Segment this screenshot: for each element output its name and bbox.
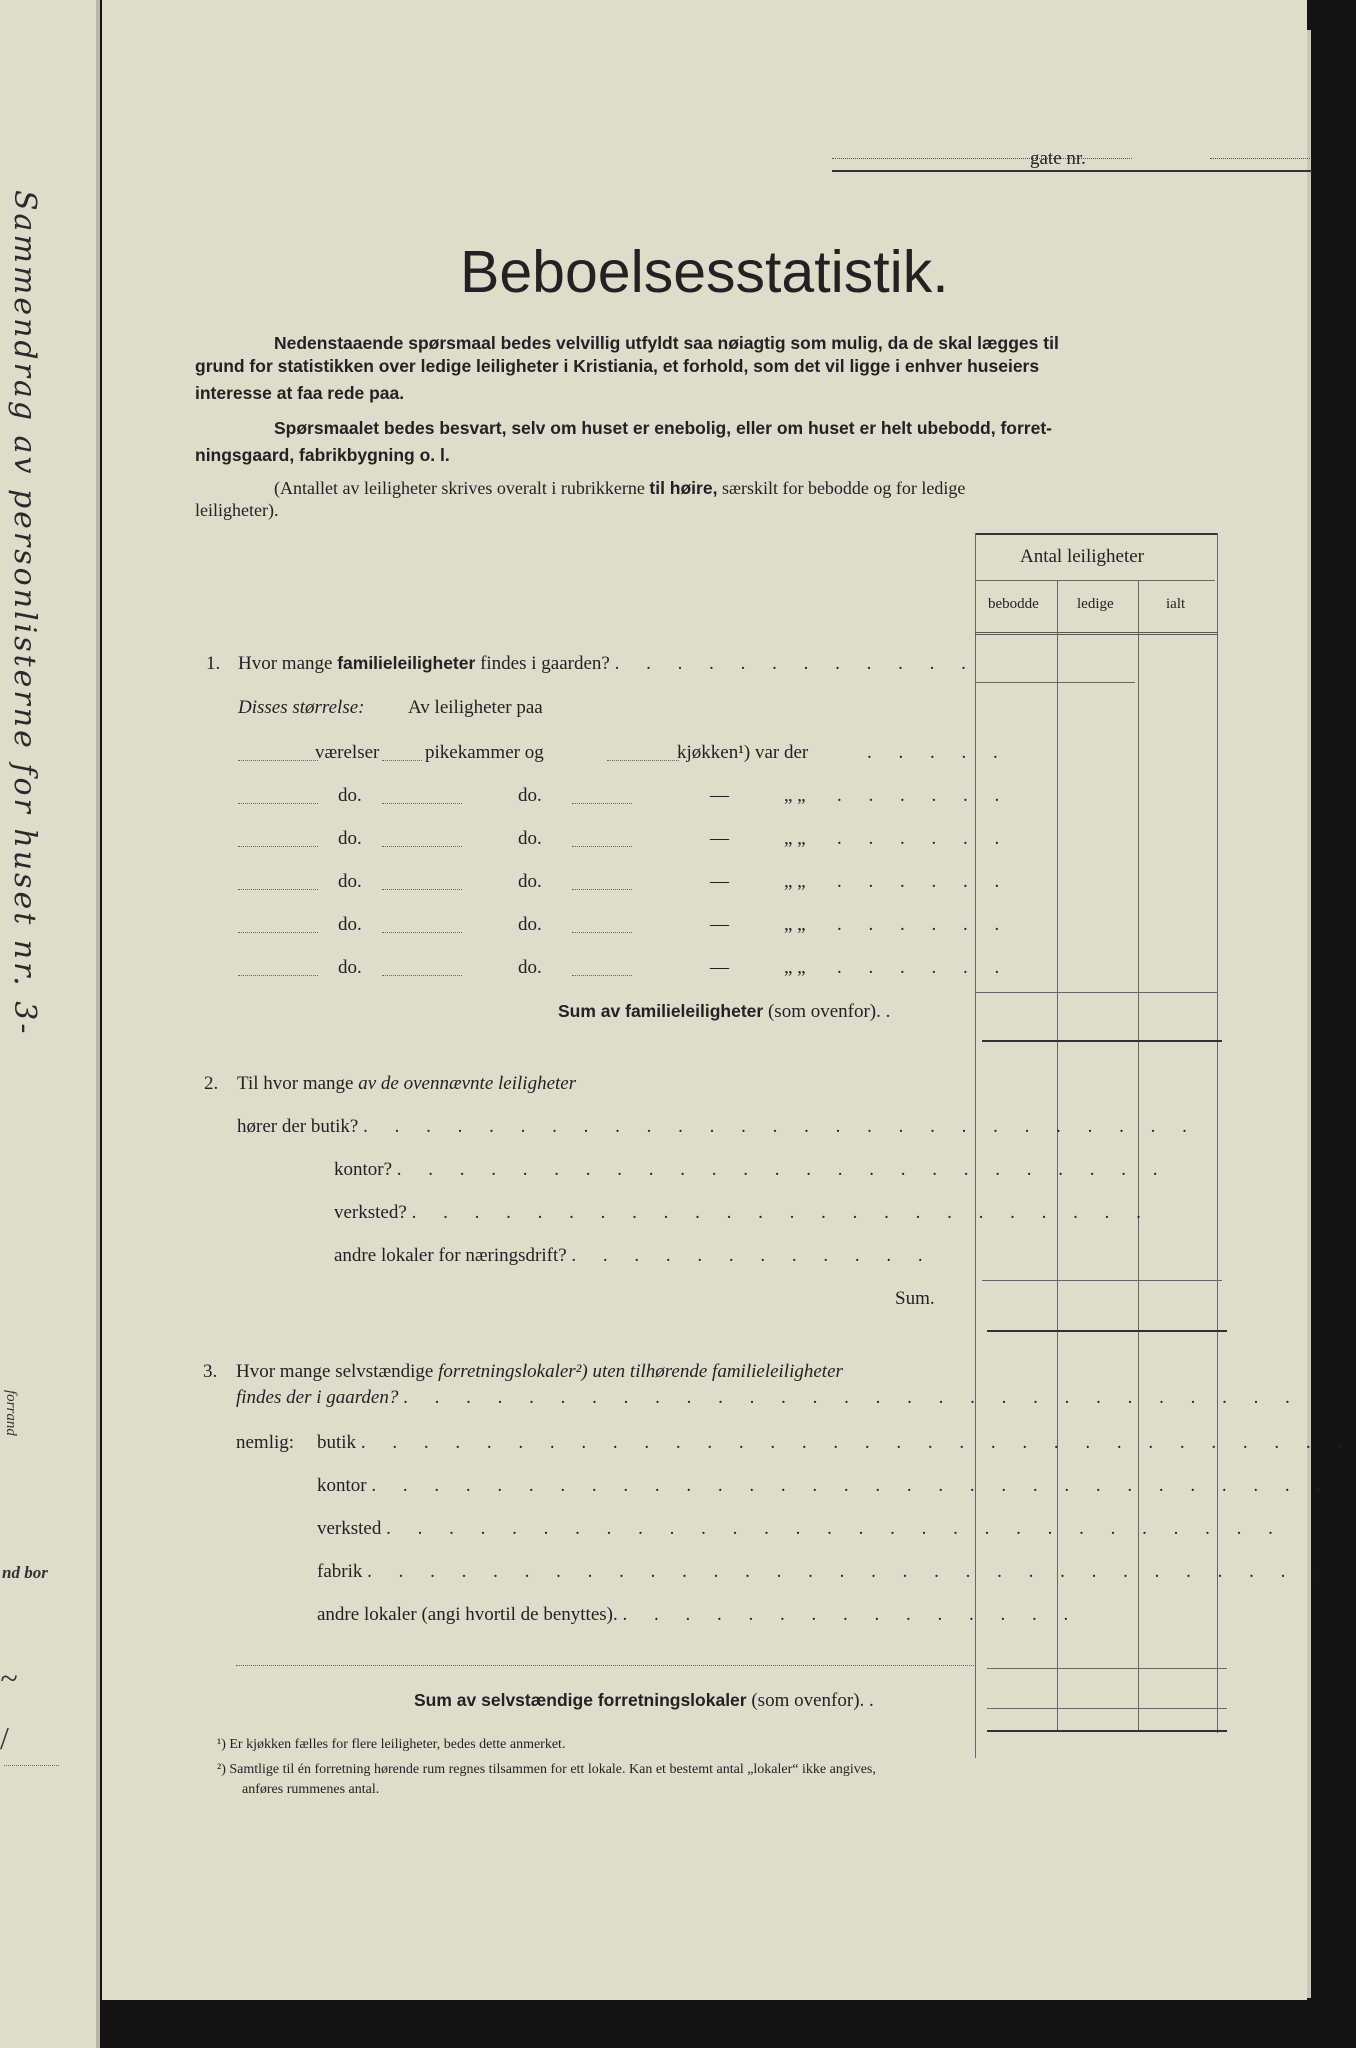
handwritten-margin-text: Sammendrag av personlisterne for huset nr. 3- [7, 190, 42, 1037]
q2-butik [237, 1116, 1198, 1138]
q1-text-b: familieleiligheter [337, 653, 476, 673]
dot-leader: . [885, 1001, 891, 1022]
intro-line-6a [274, 475, 965, 502]
col-ialt: ialt [1166, 596, 1186, 612]
do-row-1-field-c[interactable] [572, 803, 632, 804]
q3-text-b: forretningslokaler²) uten tilhørende familieleiligheter [438, 1361, 843, 1382]
q3-butik [317, 1432, 1353, 1454]
gate-nr-dotted-line [1210, 158, 1310, 159]
q2-verksted [334, 1202, 1152, 1224]
dot-leader: . . . . . . . . . . . . . . . . . . . . . . . . . . . . . . . [367, 1561, 1328, 1582]
page-gutter [96, 0, 100, 2048]
q2-number: 2. [204, 1073, 219, 1094]
do-row-1-ditto: „ „ [784, 785, 806, 806]
gate-nr-label: gate nr. [1030, 148, 1086, 169]
col-bebodde: bebodde [988, 596, 1039, 612]
col-ledige: ledige [1077, 596, 1114, 612]
q3-butik-label: butik [317, 1432, 357, 1453]
q1-number: 1. [206, 653, 221, 674]
q2-question [237, 1073, 576, 1095]
do-row-4-dash: — [710, 914, 729, 935]
previous-page-edge [0, 0, 100, 2048]
do-row-4-field-a[interactable] [238, 932, 318, 933]
do-row-3-field-a[interactable] [238, 889, 318, 890]
table-title: Antal leiligheter [1020, 546, 1144, 567]
row-rule [987, 1708, 1227, 1709]
dot-leader: . . . . . . [837, 828, 1011, 849]
sum-3-label: Sum av selvstændige forretningslokaler [414, 1690, 747, 1710]
table-top-rule [975, 533, 1217, 535]
dot-leader: . . . . . . [837, 871, 1011, 892]
q1-text-a: Hvor mange [238, 653, 333, 674]
do-row-1-do-a: do. [338, 785, 362, 806]
kjokken-field[interactable] [607, 760, 679, 761]
dot-leader: . . . . . . . . . . . . . . . [622, 1604, 1080, 1625]
do-row-3-field-c[interactable] [572, 889, 632, 890]
do-row-2-do-b: do. [518, 828, 542, 849]
handwritten-mark: ~ [0, 1660, 18, 1696]
gate-dotted-line [832, 158, 1132, 159]
q2-andre [334, 1245, 934, 1267]
dotted-rule [4, 1765, 59, 1766]
q3-kontor-label: kontor [317, 1475, 367, 1496]
dot-leader: . . . . . . [837, 914, 1011, 935]
table-bottom-rule [987, 1730, 1227, 1732]
size-text: Av leiligheter paa [408, 697, 543, 718]
sum-forretningslokaler [414, 1690, 874, 1712]
table-col-rule-2 [1138, 580, 1139, 1732]
row-rule [975, 992, 1217, 993]
do-row-4-field-c[interactable] [572, 932, 632, 933]
dot-leader: . . . . . [867, 742, 1009, 763]
q2-sum: Sum. [895, 1288, 935, 1309]
row-rule [982, 1280, 1222, 1281]
q3-kontor [317, 1475, 1332, 1497]
dot-leader: . . . . . . . . . . . . . . . . . . . . . . . . . . . . . [403, 1387, 1301, 1408]
dot-leader: . . . . . . . . . . . . . . . . . . . . . . . . . . . . . . . . [360, 1432, 1354, 1453]
q3-verksted-label: verksted [317, 1518, 382, 1539]
do-row-3-ditto: „ „ [784, 871, 806, 892]
intro-line-4: Spørsmaalet bedes besvart, selv om huset er enebolig, eller om huset er helt ubebodd, forret- [274, 418, 1052, 438]
dot-leader: . . . . . . . . . . . . . . . . . . . . . . . . [411, 1202, 1152, 1223]
q3-verksted [317, 1518, 1284, 1540]
dot-leader: . . . . . . . . . . . . [614, 653, 977, 674]
section-1-sum-rule [982, 1040, 1222, 1042]
do-row-5-ditto: „ „ [784, 957, 806, 978]
dot-leader: . [869, 1690, 874, 1711]
form-page [102, 0, 1354, 2000]
q1-question [238, 653, 977, 675]
do-row-2-field-b[interactable] [382, 846, 462, 847]
intro-line-1: Nedenstaaende spørsmaal bedes velvillig utfyldt saa nøiagtig som mulig, da de skal lægges til [274, 333, 1059, 353]
dot-leader: . . . . . . . . . . . . . . . . . . . . . . . . . [396, 1159, 1169, 1180]
intro-note-c: særskilt for bebodde og for ledige [721, 478, 966, 498]
q2-kontor [334, 1159, 1169, 1181]
q3-number: 3. [203, 1361, 218, 1382]
row-rule [975, 682, 1135, 683]
table-right-rule [1217, 533, 1218, 1733]
dot-leader: . . . . . . . . . . . . . . . . . . . . . . . . . . . . . [386, 1518, 1284, 1539]
q2-text-a: Til hvor mange [237, 1073, 354, 1094]
sum-familieleiligheter [558, 1001, 890, 1023]
table-header-rule [975, 580, 1215, 581]
do-row-5-field-b[interactable] [382, 975, 462, 976]
do-row-2-dash: — [710, 828, 729, 849]
footnote-2-line-1: ²) Samtlige til én forretning hørende rum regnes tilsammen for ett lokale. Kan et bestemt antal „lokaler“ ikke angives, [217, 1762, 876, 1777]
q3-text-a: Hvor mange selvstændige [236, 1361, 434, 1382]
gate-underline [832, 170, 1312, 172]
q3-nemlig: nemlig: [236, 1432, 295, 1453]
sum-1-label: Sum av familieleiligheter [558, 1001, 764, 1021]
dot-leader: . . . . . . . . . . . . . . . . . . . . . . . . . . . [363, 1116, 1198, 1137]
do-row-4-do-a: do. [338, 914, 362, 935]
do-row-3-do-a: do. [338, 871, 362, 892]
do-row-1-field-a[interactable] [238, 803, 318, 804]
dot-leader: . . . . . . . . . . . . . . . . . . . . . . . . . . . . . . . [371, 1475, 1333, 1496]
page-title: Beboelsesstatistik. [460, 239, 949, 305]
table-subheader-rule [975, 632, 1217, 635]
intro-line-7: leiligheter). [195, 500, 279, 520]
kjokken-label: kjøkken¹) var der [677, 742, 809, 763]
footnote-2-line-2: anføres rummenes antal. [242, 1782, 380, 1797]
q2-andre-label: andre lokaler for næringsdrift? [334, 1245, 567, 1266]
margin-label-nd-bor: nd bor [2, 1563, 48, 1582]
q2-verksted-label: verksted? [334, 1202, 407, 1223]
intro-line-3: interesse at faa rede paa. [195, 383, 405, 403]
pikekammer-field[interactable] [382, 760, 422, 761]
q2-text-b: av de ovennævnte leiligheter [358, 1073, 577, 1094]
do-row-2-field-c[interactable] [572, 846, 632, 847]
section-2-sum-rule [987, 1330, 1227, 1332]
dot-leader: . . . . . . [837, 785, 1011, 806]
sum-3-note: (som ovenfor). [751, 1690, 865, 1711]
q3-fabrik [317, 1561, 1328, 1583]
q3-andre [317, 1604, 1079, 1626]
do-row-1-field-b[interactable] [382, 803, 462, 804]
handwritten-mark: / [0, 1720, 9, 1756]
do-row-4-field-b[interactable] [382, 932, 462, 933]
do-row-4-do-b: do. [518, 914, 542, 935]
q3-question [236, 1361, 843, 1383]
do-row-3-dash: — [710, 871, 729, 892]
do-row-5-do-b: do. [518, 957, 542, 978]
row-rule [987, 1668, 1227, 1669]
vaerelser-field[interactable] [238, 760, 318, 761]
margin-label-forrand: forrand [3, 1390, 19, 1436]
q3-fabrik-label: fabrik [317, 1561, 363, 1582]
do-row-5-do-a: do. [338, 957, 362, 978]
intro-note-b: til høire, [649, 478, 718, 498]
q3-question-2 [236, 1387, 1301, 1409]
do-row-4-ditto: „ „ [784, 914, 806, 935]
dot-leader: . . . . . . . . . . . . [571, 1245, 934, 1266]
q2-butik-label: hører der butik? [237, 1116, 359, 1137]
do-row-5-dash: — [710, 957, 729, 978]
footnote-1: ¹) Er kjøkken fælles for flere leiligheter, bedes dette anmerket. [217, 1737, 566, 1752]
intro-line-2: grund for statistikken over ledige leiligheter i Kristiania, et forhold, som det vil ligge i enhver huseiers [195, 356, 1040, 376]
dot-leader: . . . . . . [837, 957, 1011, 978]
do-row-1-dash: — [710, 785, 729, 806]
do-row-2-do-a: do. [338, 828, 362, 849]
q3-text-c: findes der i gaarden? [236, 1387, 399, 1408]
q2-kontor-label: kontor? [334, 1159, 393, 1180]
do-row-5-field-c[interactable] [572, 975, 632, 976]
sum-1-note: (som ovenfor). [767, 1001, 881, 1022]
do-row-5-field-a[interactable] [238, 975, 318, 976]
q3-specify-field[interactable] [236, 1665, 974, 1666]
q3-andre-label: andre lokaler (angi hvortil de benyttes). [317, 1604, 618, 1625]
q1-text-c: findes i gaarden? [480, 653, 610, 674]
do-row-2-field-a[interactable] [238, 846, 318, 847]
pikekammer-label: pikekammer og [425, 742, 544, 763]
do-row-3-field-b[interactable] [382, 889, 462, 890]
do-row-3-do-b: do. [518, 871, 542, 892]
vaerelser-label: værelser [315, 742, 380, 763]
page-edge-shadow [1307, 30, 1311, 1998]
table-col-rule-1 [1057, 580, 1058, 1732]
intro-line-5: ningsgaard, fabrikbygning o. l. [195, 445, 450, 465]
do-row-1-do-b: do. [518, 785, 542, 806]
do-row-2-ditto: „ „ [784, 828, 806, 849]
size-label: Disses størrelse: [238, 697, 365, 718]
intro-note-a: (Antallet av leiligheter skrives overalt i rubrikkerne [274, 478, 645, 498]
